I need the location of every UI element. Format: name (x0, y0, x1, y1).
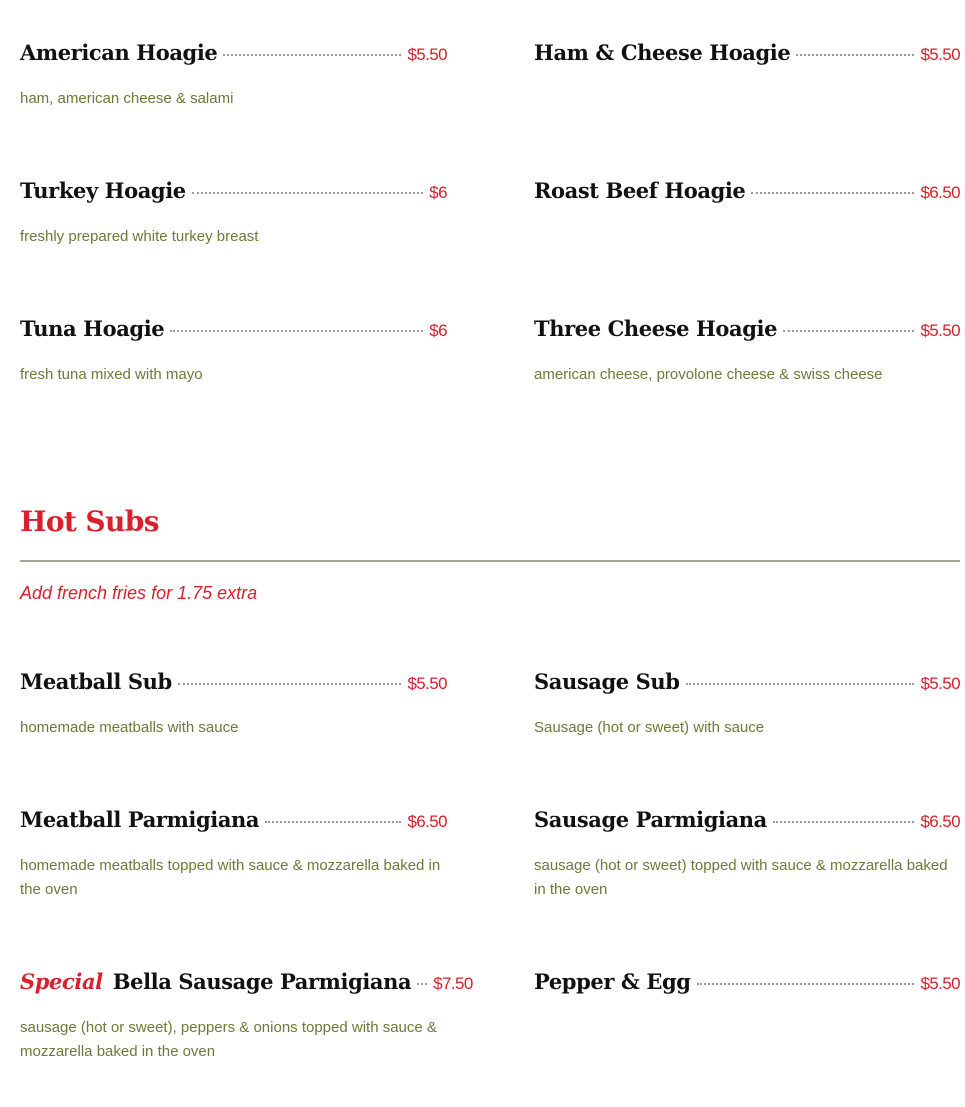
menu-item-name: Three Cheese Hoagie (534, 316, 778, 341)
dot-leader (751, 192, 914, 194)
menu-item-name: Ham & Cheese Hoagie (534, 40, 791, 65)
dot-leader (192, 192, 424, 194)
menu-item-price: $6.50 (407, 812, 447, 831)
dot-leader (796, 54, 914, 56)
menu-item-name: Sausage Parmigiana (534, 807, 767, 832)
menu-item-row (20, 669, 447, 705)
menu-item-price: $5.50 (407, 45, 447, 64)
menu-item-row (534, 807, 960, 843)
menu-item-sausage-sub (534, 669, 960, 807)
menu-item-three-cheese-hoagie (534, 316, 960, 454)
menu-item-tuna-hoagie (20, 316, 447, 454)
special-badge: Special (20, 969, 103, 994)
menu-item-price: $5.50 (920, 974, 960, 993)
section-divider (20, 560, 960, 562)
menu-item-price: $5.50 (920, 674, 960, 693)
menu-item-roast-beef-hoagie (534, 178, 960, 316)
menu-item-price: $6 (429, 183, 447, 202)
menu-item-description: sausage (hot or sweet) topped with sauce & mozzarella baked in the oven (534, 857, 948, 898)
menu-item-description: homemade meatballs topped with sauce & mozzarella baked in the oven (20, 857, 441, 898)
dot-leader (170, 330, 423, 332)
menu-item-row (534, 669, 960, 705)
menu-item-name: American Hoagie (20, 40, 218, 65)
menu-item-row (20, 178, 447, 214)
dot-leader (265, 821, 401, 823)
section-title-hot-subs: Hot Subs (20, 505, 159, 538)
menu-item-row (534, 969, 960, 1005)
menu-item-american-hoagie (20, 40, 447, 178)
cold-hoagies-grid (20, 40, 960, 454)
menu-item-name: Meatball Sub (20, 669, 172, 694)
menu-item-bella-sausage-parmigiana (20, 969, 473, 1107)
menu-item-price: $6 (429, 321, 447, 340)
menu-item-name: Roast Beef Hoagie (534, 178, 746, 203)
dot-leader (417, 983, 427, 985)
menu-item-description: american cheese, provolone cheese & swiss cheese (534, 366, 883, 383)
menu-item-description: Sausage (hot or sweet) with sauce (534, 719, 765, 736)
menu-item-row (534, 178, 960, 214)
dot-leader (773, 821, 915, 823)
menu-item-pepper-egg (534, 969, 960, 1107)
menu-item-price: $7.50 (433, 974, 473, 993)
menu-item-row (20, 807, 447, 843)
menu-item-description: sausage (hot or sweet), peppers & onions topped with sauce & mozzarella baked in the oven (20, 1019, 437, 1060)
dot-leader (783, 330, 914, 332)
menu-item-sausage-parmigiana (534, 807, 960, 969)
menu-item-name: Bella Sausage Parmigiana (112, 969, 412, 994)
menu-item-description: ham, american cheese & salami (20, 90, 234, 107)
menu-item-meatball-sub (20, 669, 447, 807)
menu-item-name: Tuna Hoagie (20, 316, 165, 341)
menu-item-price: $5.50 (407, 674, 447, 693)
menu-item-name: Pepper & Egg (534, 969, 691, 994)
menu-item-description: freshly prepared white turkey breast (20, 228, 259, 245)
dot-leader (697, 983, 915, 985)
menu-item-row (534, 40, 960, 76)
menu-item-turkey-hoagie (20, 178, 447, 316)
menu-item-ham-cheese-hoagie (534, 40, 960, 178)
menu-item-name: Meatball Parmigiana (20, 807, 260, 832)
dot-leader (686, 683, 915, 685)
menu-item-row (20, 969, 473, 1005)
menu-item-name: Sausage Sub (534, 669, 680, 694)
menu-item-description: homemade meatballs with sauce (20, 719, 239, 736)
menu-item-price: $5.50 (920, 45, 960, 64)
dot-leader (178, 683, 402, 685)
menu-item-row (20, 316, 447, 352)
section-note: Add french fries for 1.75 extra (20, 583, 258, 603)
menu-item-meatball-parmigiana (20, 807, 447, 969)
hot-subs-grid (20, 669, 960, 1107)
menu-item-price: $5.50 (920, 321, 960, 340)
menu-item-price: $6.50 (920, 183, 960, 202)
dot-leader (223, 54, 401, 56)
menu-item-price: $6.50 (920, 812, 960, 831)
menu-item-row (534, 316, 960, 352)
menu-item-description: fresh tuna mixed with mayo (20, 366, 203, 383)
menu-item-row (20, 40, 447, 76)
menu-item-name: Turkey Hoagie (20, 178, 186, 203)
